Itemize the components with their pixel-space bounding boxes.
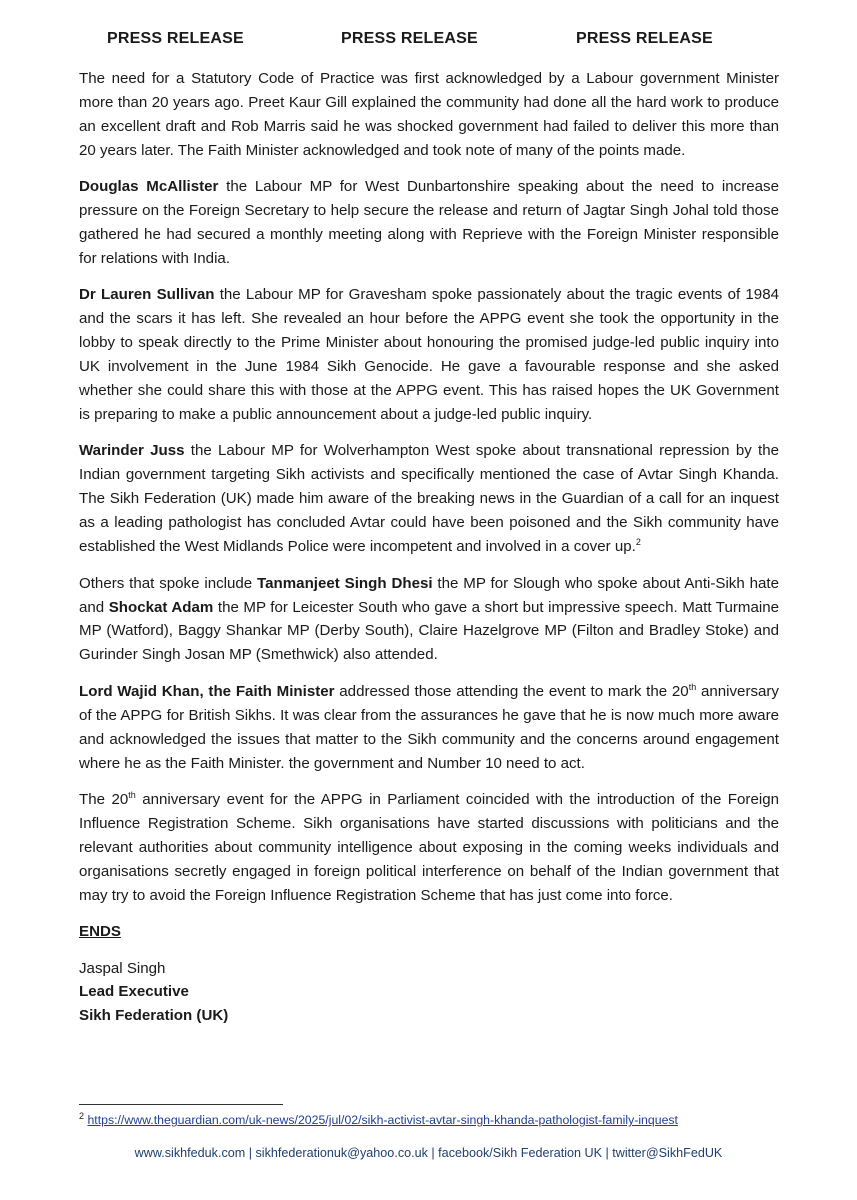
header-label-right: PRESS RELEASE	[576, 30, 713, 47]
footnote-divider	[79, 1104, 283, 1105]
paragraph-anniversary: The 20th anniversary event for the APPG in Parliament coincided with the introduction of the Foreign Influence Registration Scheme. Sikh organisations have started discussions with politicians and the relevant authorities about community intelligence about exposing in the coming weeks individuals and organisations secretly engaged in foreign political interference on behalf of the Indian government that may try to avoid the Foreign Influence Registration Scheme that has just come into force.	[79, 790, 779, 904]
signatory-organisation: Sikh Federation (UK)	[79, 1006, 229, 1024]
footnote	[79, 1110, 678, 1127]
speaker-name: Tanmanjeet Singh Dhesi	[257, 574, 433, 592]
header-label-left: PRESS RELEASE	[107, 30, 244, 47]
speaker-name: Warinder Juss	[79, 442, 185, 460]
speaker-name: Lord Wajid Khan, the Faith Minister	[79, 682, 335, 700]
header-label-center: PRESS RELEASE	[341, 30, 478, 47]
paragraph-juss: Warinder Juss the Labour MP for Wolverhampton West spoke about transnational repression by the Indian government targeting Sikh activists and specifically mentioned the case of Avtar Singh Khanda. The Sikh Federation (UK) made him aware of the breaking news in the Guardian of a call for an inquest as a leading pathologist has concluded Avtar could have been poisoned and the Sikh community have established the West Midlands Police were incompetent and involved in a cover up.$^2$	[79, 442, 780, 556]
footnote-link[interactable]: https://www.theguardian.com/uk-news/2025/jul/02/sikh-activist-avtar-singh-khanda-pathologist-family-inquest	[87, 1113, 678, 1127]
signatory-title: Lead Executive	[79, 983, 189, 1001]
paragraph-faith-minister: Lord Wajid Khan, the Faith Minister addressed those attending the event to mark the 20th anniversary of the APPG for British Sikhs. It was clear from the assurances he gave that he is now much more aware and acknowledged the issues that matter to the Sikh community and the concerns around engagement where he as the Faith Minister. the government and Number 10 need to act.	[79, 681, 779, 772]
contact-footer: www.sikhfeduk.com | sikhfederationuk@yahoo.co.uk | facebook/Sikh Federation UK | twitter@SikhFedUK	[134, 1146, 723, 1160]
paragraph-sullivan: Dr Lauren Sullivan the Labour MP for Gravesham spoke passionately about the tragic events of 1984 and the scars it has left. She revealed an hour before the APPG event she took the opportunity in the lobby to speak directly to the Prime Minister about honouring the promised judge-led public inquiry into UK involvement in the June 1984 Sikh Genocide. He gave a favourable response and she asked whether she could share this with those at the APPG event. This has raised hopes the UK Government is preparing to make a public announcement about a judge-led public inquiry.	[79, 286, 779, 423]
paragraph-statutory-code: The need for a Statutory Code of Practice was first acknowledged by a Labour government Minister more than 20 years ago. Preet Kaur Gill explained the community had done all the hard work to produce an excellent draft and Rob Marris said he was shocked government had failed to deliver this more than 20 years later. The Faith Minister acknowledged and took note of many of the points made.	[79, 70, 779, 159]
signatory-name: Jaspal Singh	[79, 959, 166, 977]
footnote-number: 2	[79, 1110, 85, 1121]
speaker-name: Dr Lauren Sullivan	[79, 286, 215, 304]
body-text	[79, 67, 779, 1027]
footnote-reference[interactable]: 2	[635, 537, 641, 548]
signature-block	[79, 957, 779, 1028]
speaker-name: Shockat Adam	[108, 598, 214, 616]
paragraph-mcallister: Douglas McAllister the Labour MP for West Dunbartonshire speaking about the need to increase pressure on the Foreign Secretary to help secure the release and return of Jagtar Singh Johal told those gathered he had secured a monthly meeting along with Reprieve with the Foreign Minister responsible for relations with India.	[79, 178, 779, 267]
speaker-name: Douglas McAllister	[79, 178, 219, 196]
paragraph-others: Others that spoke include Tanmanjeet Singh Dhesi the MP for Slough who spoke about Anti-Sikh hate and Shockat Adam the MP for Leicester South who gave a short but impressive speech. Matt Turmaine MP (Watford), Baggy Shankar MP (Derby South), Claire Hazelgrove MP (Filton and Bradley Stoke) and Gurinder Singh Josan MP (Smethwick) also attended.	[79, 574, 779, 664]
press-release-header	[0, 30, 857, 52]
ends-marker: ENDS	[79, 923, 121, 941]
